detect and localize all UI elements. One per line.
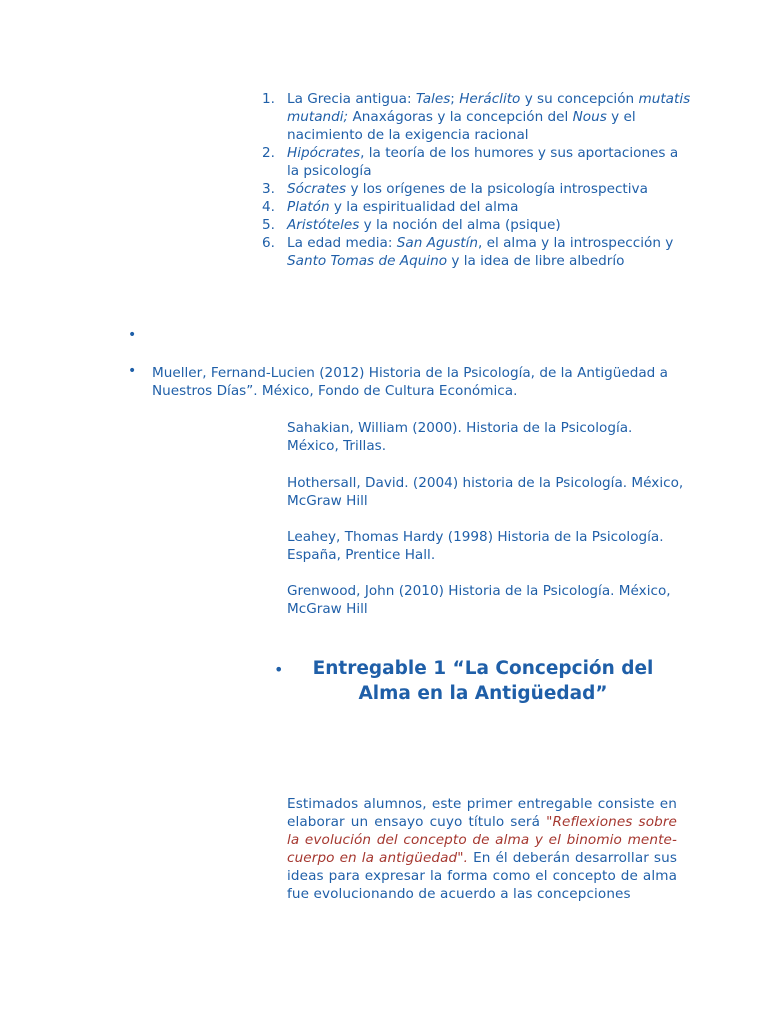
topic-item-4: 4. Platón y la espiritualidad del alma xyxy=(262,199,519,215)
deliverable-heading-line-1: Entregable 1 “La Concepción del xyxy=(312,658,654,679)
reference-leahey: Leahey, Thomas Hardy (1998) Historia de la Psicología. España, Prentice Hall. xyxy=(287,529,664,563)
reference-bullet: • xyxy=(128,363,137,379)
reference-grenwood: Grenwood, John (2010) Historia de la Psicología. México, McGraw Hill xyxy=(287,583,671,617)
topics-list xyxy=(262,90,692,270)
empty-bullet: • xyxy=(128,327,137,343)
reference-sahakian: Sahakian, William (2000). Historia de la Psicología. México, Trillas. xyxy=(287,420,633,454)
topic-item-2: 2. Hipócrates, la teoría de los humores y sus aportaciones a la psicología xyxy=(262,145,679,179)
deliverable-heading xyxy=(292,656,674,706)
topic-item-1: 1. La Grecia antigua: Tales; Heráclito y su concepción mutatis mutandi; Anaxágoras y la concepción del Nous y el nacimiento de la exigencia racional xyxy=(262,91,691,143)
paragraph-rest: En él deberán desarrollar sus ideas para expresar la forma como el concepto de alma fue evolucionando de acuerdo a las concepciones xyxy=(287,850,678,902)
essay-title-quote: "Reflexiones sobre la evolución del concepto de alma y el binomio mente-cuerpo en la antigüedad". xyxy=(287,814,677,866)
deliverable-bullet: • xyxy=(274,660,284,679)
topic-item-5: 5. Aristóteles y la noción del alma (psique) xyxy=(262,217,561,233)
paragraph-intro: Estimados alumnos, este primer entregable consiste en elaborar un ensayo cuyo título será xyxy=(287,796,677,830)
reference-mueller: Mueller, Fernand-Lucien (2012) Historia de la Psicología, de la Antigüedad a Nuestros Días”. México, Fondo de Cultura Económica. xyxy=(152,365,668,399)
instructions-paragraph xyxy=(287,795,677,903)
reference-hothersall: Hothersall, David. (2004) historia de la Psicología. México, McGraw Hill xyxy=(287,475,684,509)
topic-item-3: 3. Sócrates y los orígenes de la psicología introspectiva xyxy=(262,181,648,197)
deliverable-heading-line-2: Alma en la Antigüedad” xyxy=(358,683,608,704)
topic-item-6: 6. La edad media: San Agustín, el alma y la introspección y Santo Tomas de Aquino y la idea de libre albedrío xyxy=(262,235,674,269)
